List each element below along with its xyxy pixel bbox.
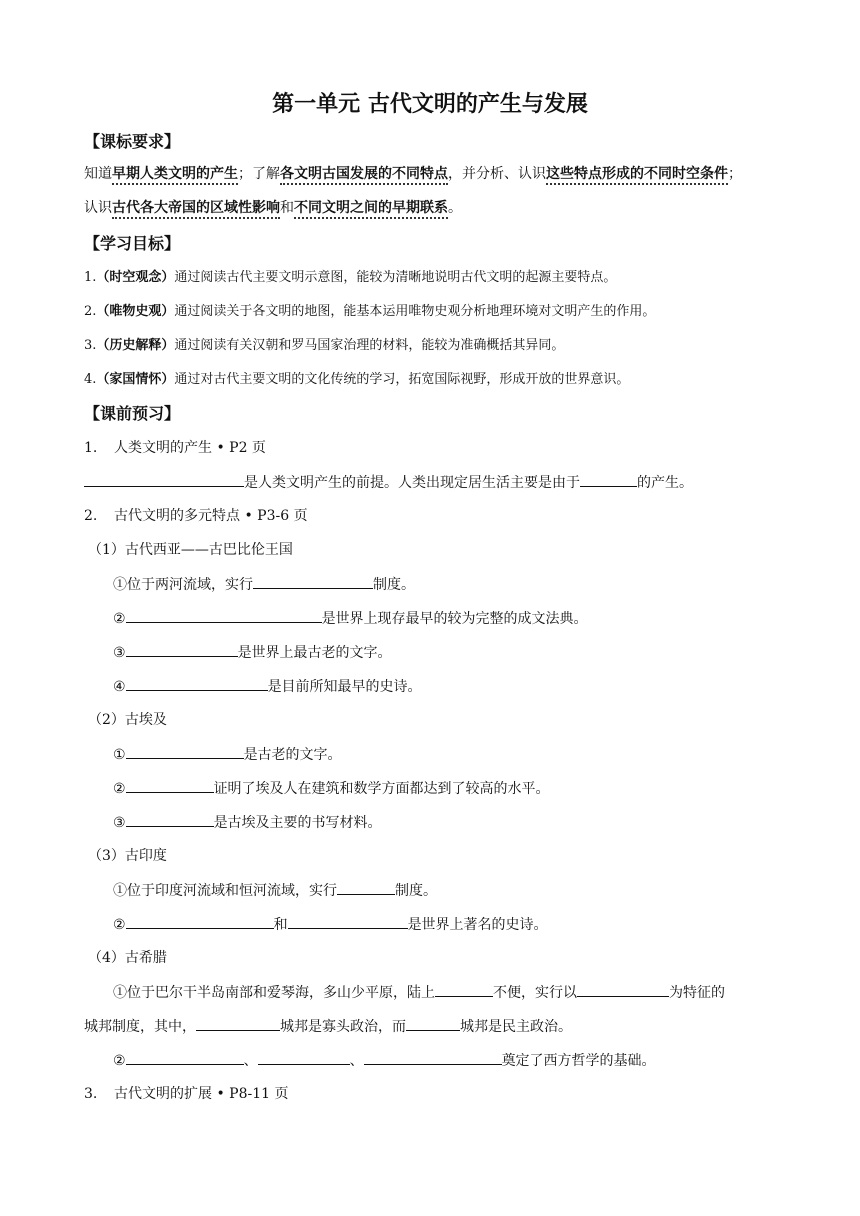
objective-num: 2.	[84, 304, 97, 319]
answer-blank[interactable]	[84, 472, 244, 487]
page-title: 第一单元 古代文明的产生与发展	[272, 92, 588, 117]
objective-item	[84, 370, 629, 390]
objective-item	[84, 268, 616, 288]
curriculum-line-2	[84, 198, 462, 218]
curriculum-line-1	[84, 164, 742, 184]
fill-item	[113, 812, 382, 833]
objective-num: 4.	[84, 372, 97, 387]
objective-num: 3.	[84, 338, 97, 353]
text: ③	[113, 815, 126, 831]
section-1-title	[84, 438, 266, 458]
section-title: 人类文明的产生 • P2 页	[114, 440, 266, 456]
fill-item	[113, 744, 342, 765]
section-2-title	[84, 506, 308, 526]
text: 是人类文明产生的前提。人类出现定居生活主要是由于	[244, 475, 580, 491]
text: 。	[448, 200, 462, 216]
text: 城邦是寡头政治，而	[280, 1019, 406, 1035]
text: ②	[113, 917, 126, 933]
answer-blank[interactable]	[196, 1016, 280, 1031]
emphasis-text: 这些特点形成的不同时空条件	[546, 166, 728, 185]
subsection-title: （4）古希腊	[88, 950, 167, 966]
objective-num: 1.	[84, 270, 97, 285]
fill-item	[113, 778, 550, 799]
text: 、	[243, 1053, 258, 1069]
text: 是古老的文字。	[243, 747, 342, 763]
text: ①位于印度河流域和恒河流域，实行	[113, 883, 337, 899]
objective-tag: （家国情怀）	[96, 372, 175, 387]
answer-blank[interactable]	[126, 608, 322, 623]
text: ①位于两河流域，实行	[113, 577, 253, 593]
answer-blank[interactable]	[126, 744, 244, 759]
objective-text: 通过对古代主要文明的文化传统的学习，拓宽国际视野，形成开放的世界意识。	[174, 372, 630, 387]
section-1-fill	[84, 472, 693, 493]
answer-blank[interactable]	[126, 914, 274, 929]
text: 不便，实行以	[493, 985, 577, 1001]
text: 证明了埃及人在建筑和数学方面都达到了较高的水平。	[213, 781, 550, 797]
text: 是世界上现存最早的较为完整的成文法典。	[321, 611, 588, 627]
answer-blank[interactable]	[126, 1050, 244, 1065]
answer-blank[interactable]	[126, 778, 214, 793]
text: 城邦是民主政治。	[460, 1019, 572, 1035]
text: 和	[280, 200, 294, 216]
answer-blank[interactable]	[406, 1016, 460, 1031]
objective-tag: （时空观念）	[96, 270, 175, 285]
text: ；了解	[238, 166, 280, 182]
text: ①	[113, 747, 126, 763]
text: 、	[349, 1053, 364, 1069]
objectives-heading: 【学习目标】	[84, 234, 181, 253]
text: 制度。	[395, 883, 437, 899]
text: 认识	[84, 200, 112, 216]
objective-tag: （历史解释）	[96, 338, 175, 353]
answer-blank[interactable]	[288, 914, 408, 929]
subsection-title: （1）古代西亚——古巴比伦王国	[88, 542, 293, 558]
preview-heading: 【课前预习】	[84, 404, 181, 423]
fill-item	[113, 1050, 656, 1071]
fill-item	[113, 608, 588, 629]
text: 的产生。	[637, 475, 693, 491]
text: ②	[113, 1053, 126, 1069]
section-title: 古代文明的扩展 • P8-11 页	[114, 1086, 289, 1102]
text: ，并分析、认识	[448, 166, 546, 182]
fill-item	[113, 642, 392, 663]
text: ②	[113, 781, 126, 797]
objective-text: 通过阅读古代主要文明示意图，能较为清晰地说明古代文明的起源主要特点。	[174, 270, 617, 285]
text: 是世界上最古老的文字。	[237, 645, 392, 661]
text: ；	[728, 166, 742, 182]
objective-text: 通过阅读有关汉朝和罗马国家治理的材料，能较为准确概括其异同。	[174, 338, 565, 353]
text: 是目前所知最早的史诗。	[267, 679, 422, 695]
curriculum-heading: 【课标要求】	[84, 132, 181, 151]
answer-blank[interactable]	[126, 642, 238, 657]
text: 为特征的	[669, 985, 725, 1001]
fill-item	[113, 914, 548, 935]
answer-blank[interactable]	[580, 472, 637, 487]
text: 和	[273, 917, 288, 933]
subsection-title: （2）古埃及	[88, 712, 167, 728]
answer-blank[interactable]	[364, 1050, 502, 1065]
fill-item	[113, 880, 437, 901]
text: ①位于巴尔干半岛南部和爱琴海，多山少平原，陆上	[113, 985, 435, 1001]
text: 是古埃及主要的书写材料。	[213, 815, 382, 831]
answer-blank[interactable]	[253, 574, 373, 589]
section-num: 1.	[84, 440, 98, 456]
fill-item	[113, 676, 422, 697]
fill-item-continued	[84, 1016, 572, 1037]
emphasis-text: 古代各大帝国的区域性影响	[112, 200, 280, 219]
text: ④	[113, 679, 126, 695]
answer-blank[interactable]	[126, 676, 268, 691]
objective-item	[84, 302, 655, 322]
subsection-title: （3）古印度	[88, 848, 167, 864]
section-title: 古代文明的多元特点 • P3-6 页	[114, 508, 308, 524]
fill-item	[113, 982, 725, 1003]
section-3-title	[84, 1084, 288, 1104]
emphasis-text: 早期人类文明的产生	[112, 166, 238, 185]
text: 城邦制度，其中，	[84, 1019, 196, 1035]
objective-text: 通过阅读关于各文明的地图，能基本运用唯物史观分析地理环境对文明产生的作用。	[174, 304, 656, 319]
fill-item	[113, 574, 415, 595]
emphasis-text: 各文明古国发展的不同特点	[280, 166, 448, 185]
answer-blank[interactable]	[126, 812, 214, 827]
objective-tag: （唯物史观）	[96, 304, 175, 319]
section-num: 2.	[84, 508, 98, 524]
answer-blank[interactable]	[577, 982, 669, 997]
text: 是世界上著名的史诗。	[407, 917, 548, 933]
text: 制度。	[373, 577, 415, 593]
section-num: 3.	[84, 1086, 98, 1102]
answer-blank[interactable]	[435, 982, 493, 997]
answer-blank[interactable]	[258, 1050, 350, 1065]
objective-item	[84, 336, 564, 356]
emphasis-text: 不同文明之间的早期联系	[294, 200, 448, 219]
answer-blank[interactable]	[337, 880, 395, 895]
text: 奠定了西方哲学的基础。	[501, 1053, 656, 1069]
text: ③	[113, 645, 126, 661]
text: 知道	[84, 166, 112, 182]
text: ②	[113, 611, 126, 627]
